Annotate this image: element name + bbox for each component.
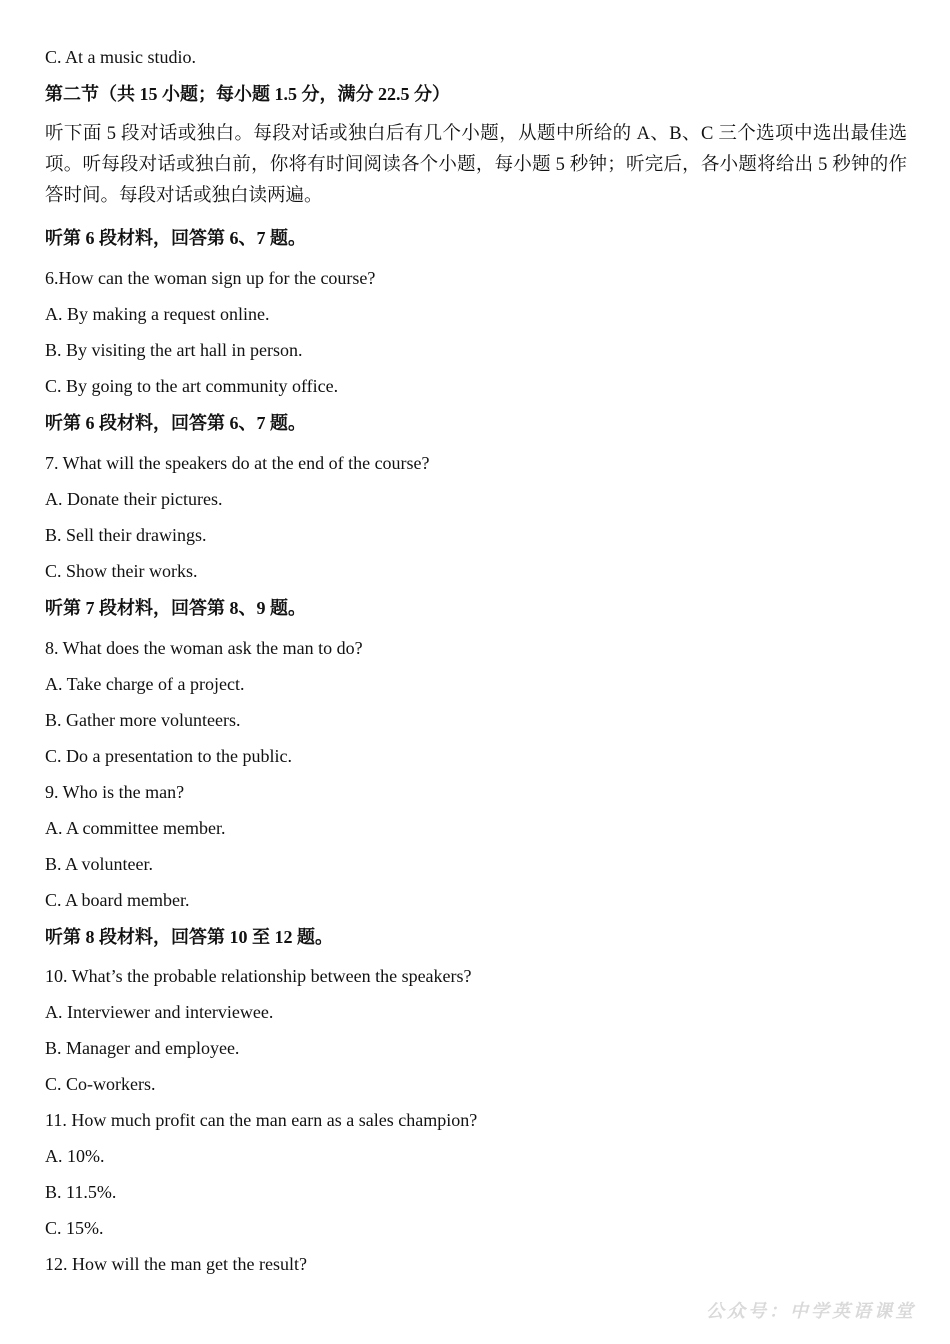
option-c-q9: C. A board member. xyxy=(45,890,190,910)
option-c-q7: C. Show their works. xyxy=(45,561,198,581)
option-a-q8: A. Take charge of a project. xyxy=(45,674,245,694)
material-heading-8: 听第 8 段材料，回答第 10 至 12 题。 xyxy=(45,927,333,947)
option-a-q6: A. By making a request online. xyxy=(45,304,270,324)
option-b-q7: B. Sell their drawings. xyxy=(45,525,207,545)
question-6: 6.How can the woman sign up for the course? xyxy=(45,268,376,288)
question-8: 8. What does the woman ask the man to do? xyxy=(45,638,363,658)
question-11: 11. How much profit can the man earn as a sales champion? xyxy=(45,1110,478,1130)
material-heading-6b: 听第 6 段材料，回答第 6、7 题。 xyxy=(45,413,306,433)
question-7: 7. What will the speakers do at the end of the course? xyxy=(45,453,430,473)
section-instructions: 听下面 5 段对话或独白。每段对话或独白后有几个小题，从题中所给的 A、B、C 三个选项中选出最佳选项。听每段对话或独白前，你将有时间阅读各个小题，每小题 5 秒钟；听完后，各小题将给出 5 秒钟的作答时间。每段对话或独白读两遍。 xyxy=(45,124,907,206)
question-10: 10. What’s the probable relationship between the speakers? xyxy=(45,966,472,986)
option-b-q8: B. Gather more volunteers. xyxy=(45,710,241,730)
question-9: 9. Who is the man? xyxy=(45,782,185,802)
option-b-q10: B. Manager and employee. xyxy=(45,1038,240,1058)
option-c-q6: C. By going to the art community office. xyxy=(45,376,339,396)
section-heading: 第二节（共 15 小题；每小题 1.5 分，满分 22.5 分） xyxy=(45,84,450,104)
material-heading-7: 听第 7 段材料，回答第 8、9 题。 xyxy=(45,598,306,618)
option-b-q11: B. 11.5%. xyxy=(45,1182,117,1202)
option-a-q11: A. 10%. xyxy=(45,1146,105,1166)
option-a-q7: A. Donate their pictures. xyxy=(45,489,223,509)
option-a-q9: A. A committee member. xyxy=(45,818,226,838)
option-c-q8: C. Do a presentation to the public. xyxy=(45,746,292,766)
watermark: 公众号：中学英语课堂 xyxy=(706,1301,916,1322)
option-b-q9: B. A volunteer. xyxy=(45,854,153,874)
question-12: 12. How will the man get the result? xyxy=(45,1254,307,1274)
option-b-q6: B. By visiting the art hall in person. xyxy=(45,340,303,360)
option-c-q5: C. At a music studio. xyxy=(45,47,197,67)
material-heading-6a: 听第 6 段材料，回答第 6、7 题。 xyxy=(45,228,306,248)
option-c-q10: C. Co-workers. xyxy=(45,1074,156,1094)
option-a-q10: A. Interviewer and interviewee. xyxy=(45,1002,274,1022)
option-c-q11: C. 15%. xyxy=(45,1218,104,1238)
